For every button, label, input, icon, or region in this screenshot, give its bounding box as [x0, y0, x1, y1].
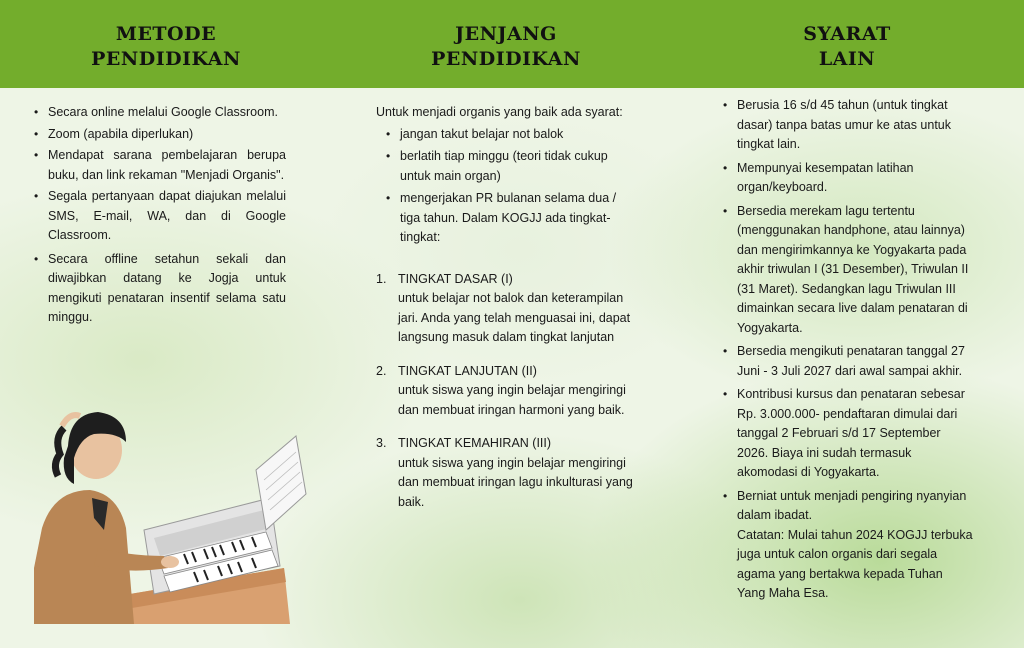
level-number: 2.	[376, 363, 387, 378]
list-item: • Bersedia merekam lagu tertentu (menggunakan handphone, atau lainnya) dan mengirimkannya ke Yogyakarta pada akhir triwulan I (31 Desember), Triwulan II (31 Maret). Sedangkan lagu Triwulan III dimainkan secara live dalam penataran di Yogyakarta.	[723, 202, 973, 339]
level-description: untuk siswa yang ingin belajar mengiringi dan membuat iringan harmoni yang baik.	[398, 383, 626, 417]
metode-title: METODE PENDIDIKAN	[91, 23, 241, 70]
level-number: 3.	[376, 436, 387, 450]
level-description: untuk belajar not balok dan keterampilan jari. Anda yang telah menguasai ini, dapat langsung masuk dalam tingkat lanjutan	[398, 291, 631, 344]
list-item: • Kontribusi kursus dan penataran sebesar Rp. 3.000.000- pendaftaran dimulai dari tanggal 2 Februari s/d 17 September 2026. Biaya ini sudah termasuk akomodasi di Yogyakarta.	[723, 385, 973, 483]
list-item: • Mendapat sarana pembelajaran berupa buku, dan link rekaman "Menjadi Organis".	[34, 146, 286, 185]
list-item: • Zoom (apabila diperlukan)	[34, 125, 286, 145]
level-item	[376, 362, 638, 421]
requirements-list	[386, 125, 638, 248]
list-item	[723, 487, 973, 604]
syarat-note: Catatan: Mulai tahun 2024 KOGJJ terbuka juga untuk calon organis dari segala agama yang bertakwa kepada Tuhan Yang Maha Esa.	[737, 527, 973, 600]
level-item	[376, 434, 638, 512]
syarat-title: SYARAT LAIN	[803, 23, 891, 70]
jenjang-column	[376, 103, 638, 526]
list-item: • Berusia 16 s/d 45 tahun (untuk tingkat dasar) tanpa batas umur ke atas untuk tingkat lain.	[723, 96, 973, 155]
metode-column	[34, 103, 286, 330]
syarat-item-text: Berniat untuk menjadi pengiring nyanyian dalam ibadat.	[737, 488, 967, 522]
list-item: • Segala pertanyaan dapat diajukan melalui SMS, E-mail, WA, dan di Google Classroom.	[34, 187, 286, 246]
syarat-list	[723, 96, 973, 604]
level-number: 1.	[376, 271, 387, 286]
jenjang-intro: Untuk menjadi organis yang baik ada syarat:	[376, 105, 623, 119]
list-item: • Bersedia mengikuti penataran tanggal 27 Juni - 3 Juli 2027 dari awal sampai akhir.	[723, 342, 973, 381]
list-item: • jangan takut belajar not balok	[386, 125, 638, 145]
list-item: • Secara online melalui Google Classroom.	[34, 103, 286, 123]
level-description: untuk siswa yang ingin belajar mengiringi dan membuat iringan lagu inkulturasi yang baik.	[398, 455, 633, 509]
level-item	[376, 270, 638, 348]
list-item: • mengerjakan PR bulanan selama dua / tiga tahun. Dalam KOGJJ ada tingkat-tingkat:	[386, 189, 638, 248]
syarat-column	[723, 96, 973, 608]
girl-playing-organ-icon	[34, 398, 312, 626]
level-title: TINGKAT LANJUTAN (II)	[398, 363, 537, 378]
list-item: • Secara offline setahun sekali dan diwajibkan datang ke Jogja untuk mengikuti penataran insentif selama satu minggu.	[34, 250, 286, 328]
level-title: TINGKAT KEMAHIRAN (III)	[398, 436, 552, 450]
jenjang-title: JENJANG PENDIDIKAN	[431, 23, 581, 70]
level-title: TINGKAT DASAR (I)	[398, 271, 513, 286]
metode-list	[34, 103, 286, 328]
list-item: • Mempunyai kesempatan latihan organ/keyboard.	[723, 159, 973, 198]
list-item: • berlatih tiap minggu (teori tidak cukup untuk main organ)	[386, 147, 638, 186]
